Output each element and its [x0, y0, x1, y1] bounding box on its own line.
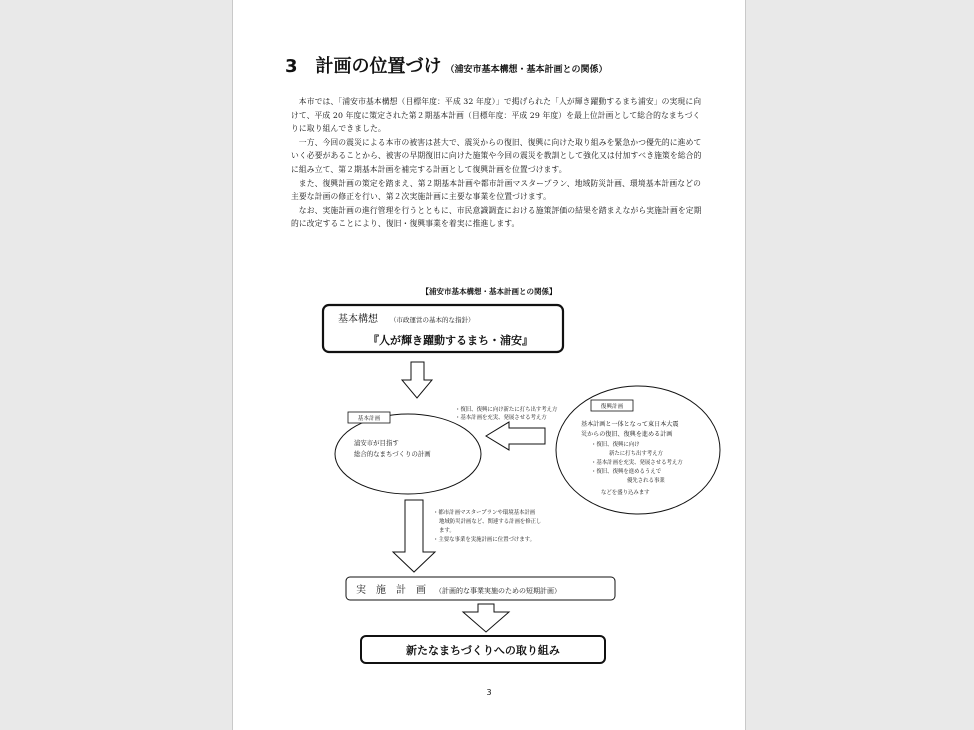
- section-title: 計画の位置づけ: [315, 56, 442, 77]
- lower-note: ます。: [439, 528, 455, 534]
- down-arrow-icon: [402, 362, 432, 398]
- recovery-plan-item: ・復旧、復興を進めるうえで: [591, 469, 662, 475]
- diagram-title: 【浦安市基本構想・基本計画との関係】: [421, 287, 557, 296]
- vision-slogan: 『人が輝き躍動するまち・浦安』: [368, 334, 533, 347]
- upper-note: ・基本計画を充実、発展させる考え方: [455, 415, 547, 421]
- goal-label: 新たなまちづくりへの取り組み: [406, 644, 560, 657]
- paragraph: また、復興計画の策定を踏まえ、第２期基本計画や都市計画マスタープラン、地域防災計画、環境基本計画などの主要な計画の修正を行い、第２次実施計画に主要な事業を位置づけます。: [291, 178, 701, 202]
- vision-label: 基本構想: [338, 314, 378, 325]
- recovery-plan-line: 災からの復旧、復興を進める計画: [581, 431, 673, 438]
- recovery-plan-item: 新たに打ち出す考え方: [609, 451, 663, 457]
- lower-note: ・都市計画マスタープランや環境基本計画: [433, 510, 536, 516]
- recovery-plan-item: ・復旧、復興に向け: [591, 442, 640, 448]
- implementation-note: （計画的な事業実施のための短期計画）: [435, 587, 561, 595]
- paragraph: 一方、今回の震災による本市の被害は甚大で、震災からの復旧、復興に向けた取り組みを緊急かつ優先的に進めていく必要があることから、被害の早期復旧に向けた施策や今回の震災を教訓として強化又は付加すべき施策を総合的に組み立て、第２期基本計画を補完する計画として復興計画を位置づけます。: [291, 137, 702, 174]
- section-subtitle: （浦安市基本構想・基本計画との関係）: [445, 65, 608, 75]
- basic-plan-line: 総合的なまちづくりの計画: [354, 450, 431, 458]
- lower-note: 地域防災計画など、関連する計画を修正し: [439, 519, 542, 525]
- page-number: 3: [486, 688, 492, 697]
- down-arrow-icon: [393, 500, 435, 572]
- left-arrow-icon: [486, 422, 545, 450]
- document-page: [232, 0, 746, 730]
- vision-note: （市政運営の基本的な指針）: [390, 316, 475, 324]
- paragraph: なお、実施計画の進行管理を行うとともに、市民意識調査における施策評価の結果を踏まえながら実施計画を定期的に改定することにより、復旧・復興事業を着実に推進します。: [291, 205, 702, 229]
- section-number: 3: [285, 56, 298, 77]
- recovery-plan-item: 優先される事業: [627, 478, 665, 484]
- recovery-plan-item: ・基本計画を充実、発展させる考え方: [591, 460, 683, 466]
- basic-plan-tag-label: 基本計画: [357, 416, 381, 422]
- basic-plan-line: 浦安市が目指す: [354, 439, 399, 447]
- implementation-label: 実 施 計 画: [356, 585, 426, 596]
- recovery-plan-tag-label: 復興計画: [600, 404, 624, 410]
- recovery-plan-item: などを盛り込みます: [601, 490, 650, 496]
- upper-note: ・復旧、復興に向け新たに打ち出す考え方: [455, 407, 558, 413]
- lower-note: ・主要な事業を実施計画に位置づけます。: [433, 537, 535, 543]
- relationship-diagram: [233, 0, 745, 730]
- paragraph: 本市では、「浦安市基本構想（目標年度：平成 32 年度）」で掲げられた「人が輝き躍動するまち浦安」の実現に向けて、平成 20 年度に策定された第２期基本計画（目標年度：平成 29 年度）を最上位計画として総合的なまちづくりに取り組んできました。: [291, 97, 702, 134]
- recovery-plan-line: 基本計画と一体となって東日本大震: [581, 421, 679, 428]
- down-arrow-icon: [463, 604, 509, 632]
